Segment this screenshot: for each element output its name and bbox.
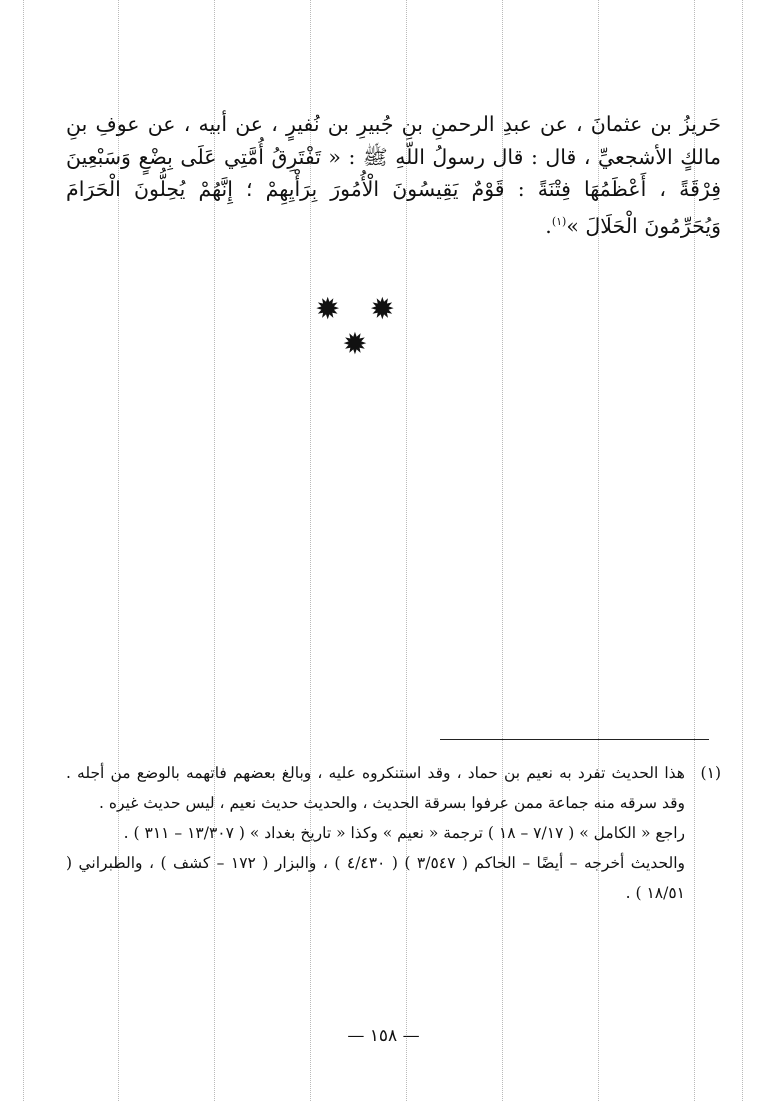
- grid-line: [23, 0, 24, 1101]
- grid-line: [742, 0, 743, 1101]
- footnote-reference: (١): [551, 214, 567, 228]
- page-number: — ١٥٨ —: [347, 1026, 420, 1046]
- footnotes: [66, 758, 721, 908]
- footnote-text-1: هذا الحديث تفرد به نعيم بن حماد ، وقد استنكروه عليه ، وبالغ بعضهم فاتهمه بالوضع من أجله . وقد سرقه منه جماعة ممن عرفوا بسرقة الحديث ، والحديث حديث نعيم ، ليس حديث غيره .: [66, 764, 685, 812]
- footnote-3: والحديث أخرجه – أيضًا – الحاكم ( ٣/٥٤٧ ) ( ٤/٤٣٠ ) ، والبزار ( ١٧٢ – كشف ) ، والطبراني ( ١٨/٥١ ) .: [66, 854, 685, 902]
- section-separator: ✹ ✹ ✹: [315, 292, 405, 362]
- footnote-2: راجع « الكامل » ( ٧/١٧ – ١٨ ) ترجمة « نعيم » وكذا « تاريخ بغداد » ( ١٣/٣٠٧ – ٣١١ ) .: [123, 824, 685, 842]
- footnote-1: [66, 758, 721, 818]
- main-text: [66, 108, 721, 242]
- footnote-divider: [440, 739, 709, 740]
- main-paragraph: [66, 108, 721, 242]
- main-paragraph-text: حَريزُ بن عثمانَ ، عن عبدِ الرحمنِ بنِ جُبيرِ بن نُفيرٍ ، عن أبيه ، عن عوفِ بنِ مالكٍ الأشجعيِّ ، قال : قال رسولُ اللّهِ ﷺ : « تَفْتَرِقُ أُمَّتِي عَلَى بِضْعٍ وَسَبْعِينَ فِرْقَةً ، أَعْظَمُهَا فِتْنَةً : قَوْمٌ يَقِيسُونَ الْأُمُورَ بِرَأْيِهِمْ ؛ إِنَّهُمْ يُحِلُّونَ الْحَرَامَ وَيُحَرِّمُونَ الْحَلَالَ »: [66, 112, 721, 238]
- end-mark: .: [545, 213, 552, 238]
- footnote-number: (١): [700, 764, 721, 782]
